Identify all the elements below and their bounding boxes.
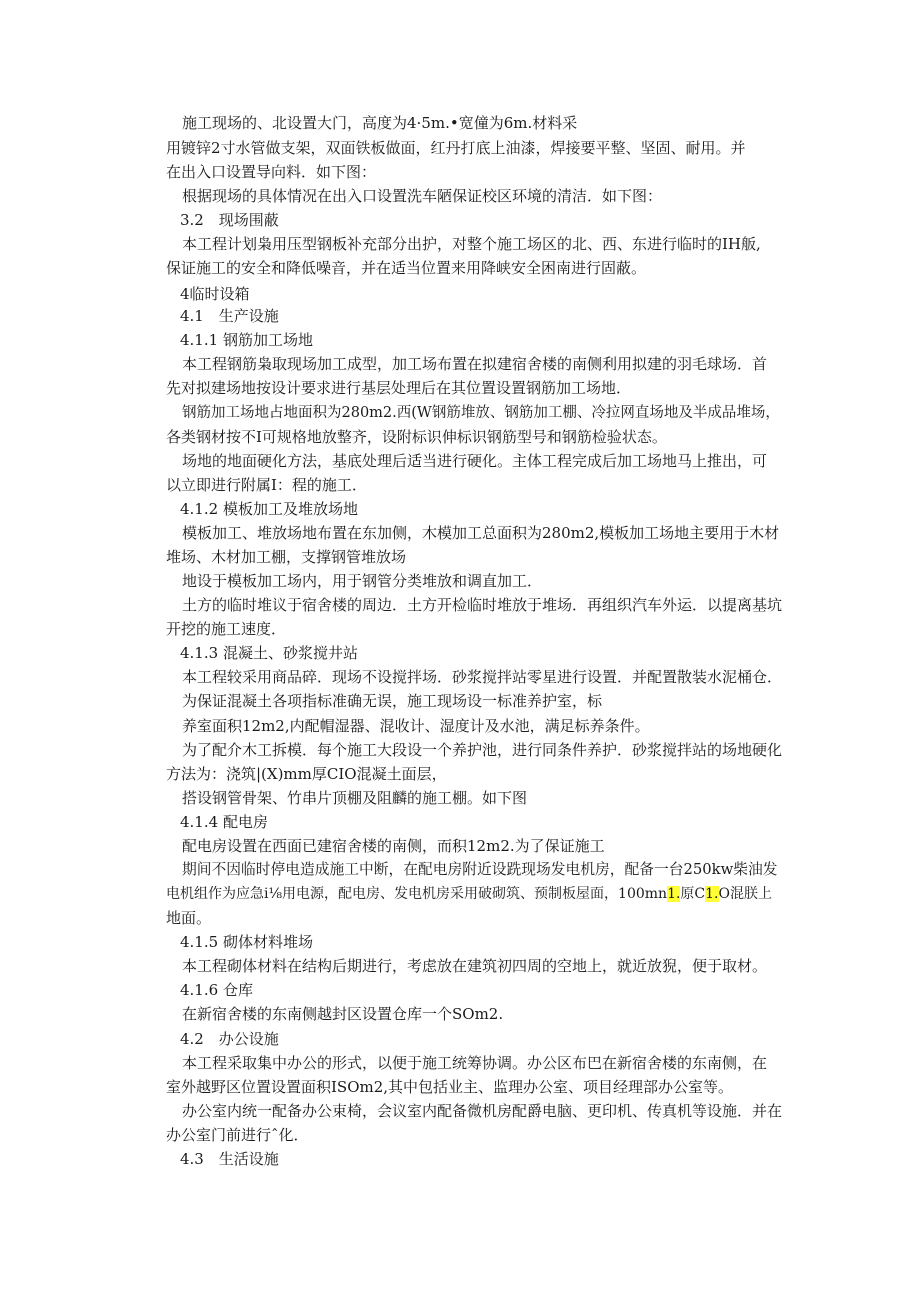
heading-number: 4.1.4 (180, 813, 219, 831)
paragraph-line: 土方的临时堆议于宿舍楼的周边．土方开检临时堆放于堆场．再组织汽车外运．以提离基坑 (182, 596, 783, 614)
paragraph-line: 方法为：浇筑|(X)mm厚CIO混凝土面层， (166, 765, 447, 783)
heading-text: 砌体材料堆场 (222, 933, 313, 951)
section-heading (180, 329, 313, 351)
paragraph-line: 养室面积12m2,内配帽湿器、混收计、湿度计及水池，满足标养条件。 (182, 717, 650, 735)
heading-text: 现场围蔽 (218, 211, 279, 229)
paragraph-line: 地设于模板加工场内，用于钢管分类堆放和调直加工． (182, 572, 543, 590)
text-run: O混朕上 (718, 886, 772, 902)
section-heading (180, 1148, 279, 1170)
paragraph-line: 配电房设置在西面已建宿舍楼的南侧，而积12m2.为了保证施工 (182, 837, 605, 855)
heading-text: 模板加工及堆放场地 (222, 500, 358, 518)
section-heading (180, 209, 279, 231)
paragraph-line: 钢筋加工场地占地面积为280m2.西(W钢筋堆放、钢筋加工棚、冷拉网直场地及半成品堆场， (182, 405, 780, 421)
text-run: 原C (680, 886, 706, 902)
paragraph-line: 办公室内统一配备办公束椅，会议室内配备微机房配爵电脑、更印机、传真机等设施．并在 (182, 1102, 783, 1120)
paragraph-line: 为了配介木工拆模．每个施工大段设一个养护池，进行同条件养护．砂浆搅拌站的场地硬化 (182, 741, 783, 759)
paragraph-line: 本工程钢筋枭取现场加工成型，加工场布置在拟建宿舍楼的南侧利用拟建的羽毛球场．首 (182, 355, 768, 373)
section-heading (180, 931, 313, 953)
text-run: 电机组作为应急i⅛用电源，配电房、发电机房采用破砌筑、预制板屋面，100mn (166, 886, 668, 902)
paragraph-line: 在新宿舍楼的东南侧越封区设置仓库一个SOm2. (182, 1005, 504, 1023)
heading-number: 4.2 (180, 1030, 204, 1048)
paragraph-line: 为保证混凝土各项指标准确无误，施工现场设一标准养护室，标 (182, 692, 603, 710)
paragraph-line: 期间不因临时停电造成施工中断，在配电房附近设跣现场发电机房，配备一台250kw柴油发 (182, 861, 778, 878)
paragraph-line: 本工程计划枭用压型钢板补充部分出护，对整个施工场区的北、西、东进行临时的IH舨, (182, 235, 761, 253)
heading-number: 4.1.5 (180, 933, 219, 951)
heading-number: 4.1.6 (180, 981, 219, 999)
section-heading (180, 979, 253, 1001)
heading-text: 生活设施 (218, 1150, 279, 1168)
paragraph-line: 室外越野区位置设置面积ISOm2,其中包括业主、监理办公室、项目经理部办公室等。 (166, 1078, 734, 1096)
heading-number: 4.1.2 (180, 500, 219, 518)
heading-text: 仓库 (222, 981, 253, 999)
heading-text: 钢筋加工场地 (222, 331, 313, 349)
section-heading (180, 642, 358, 664)
paragraph-line: 堆场、木材加工棚，支撑钢管堆放场 (166, 548, 407, 566)
paragraph-line: 以立即进行附属I：程的施工． (166, 476, 367, 494)
chapter-heading: 4临时设箱 (180, 285, 250, 303)
section-heading (180, 498, 358, 520)
paragraph-line: 场地的地面硬化方法，基底处理后适当进行硬化。主体工程完成后加工场地马上推出，可 (182, 452, 768, 470)
section-heading (180, 811, 268, 833)
paragraph-line: 本工程采取集中办公的形式，以便于施工统筹协调。办公区布巴在新宿舍楼的东南侧，在 (182, 1054, 768, 1072)
paragraph-line: 开挖的施工速度． (166, 620, 287, 638)
paragraph-line: 本工程较采用商品碎．现场不设搅拌场．砂浆搅拌站零星进行设置．并配置散装水泥桶仓． (182, 668, 783, 686)
heading-text: 配电房 (222, 813, 268, 831)
paragraph-line: 保证施工的安全和降低噪音，并在适当位置来用降峡安全困南进行固蔽。 (166, 259, 647, 277)
paragraph-line: 各类钢材按不I可规格地放整齐，设附标识伸标识钢筋型号和钢筋检验状态。 (166, 428, 667, 446)
heading-text: 生产设施 (218, 307, 279, 325)
heading-number: 4.1.1 (180, 331, 219, 349)
paragraph-line-highlighted (166, 883, 772, 905)
heading-number: 4.1.3 (180, 644, 219, 662)
paragraph-line: 地面。 (166, 909, 212, 927)
paragraph-line: 用镀锌2寸水管做支架，双面铁板做面，红丹打底上油漆，焊接要平整、坚固、耐用。并 (166, 139, 746, 157)
heading-number: 4.1 (180, 307, 204, 325)
paragraph-line: 模板加工、堆放场地布置在东加侧，木模加工总面积为280m2,模板加工场地主要用于木材 (182, 524, 780, 542)
paragraph-line: 在出入口设置导向料．如下图： (166, 163, 377, 181)
paragraph-line: 搭设钢管骨架、竹串片顶棚及阻麟的施工棚。如下图 (182, 789, 528, 807)
highlighted-text: 1. (667, 886, 681, 902)
heading-number: 3.2 (180, 211, 204, 229)
paragraph-line: 根据现场的具体情况在出入口设置洗车陋保证校区环境的清洁．如下图： (182, 187, 663, 205)
paragraph-line: 施工现场的、北设置大门，高度为4·5m.•宽僮为6m.材料采 (182, 114, 578, 132)
paragraph-line: 先对拟建场地按设计要求进行基层处理后在其位置设置钢筋加工场地． (166, 379, 632, 397)
highlighted-text: 1. (705, 886, 719, 902)
heading-text: 混凝土、砂浆搅井站 (222, 644, 358, 662)
paragraph-line: 本工程砌体材料在结构后期进行，考虑放在建筑初四周的空地上，就近放猊，便于取材。 (182, 957, 768, 975)
section-heading (180, 1028, 279, 1050)
heading-number: 4.3 (180, 1150, 204, 1168)
heading-text: 办公设施 (218, 1030, 279, 1048)
paragraph-line: 办公室门前进行ˆ化． (166, 1126, 309, 1144)
section-heading (180, 305, 279, 327)
